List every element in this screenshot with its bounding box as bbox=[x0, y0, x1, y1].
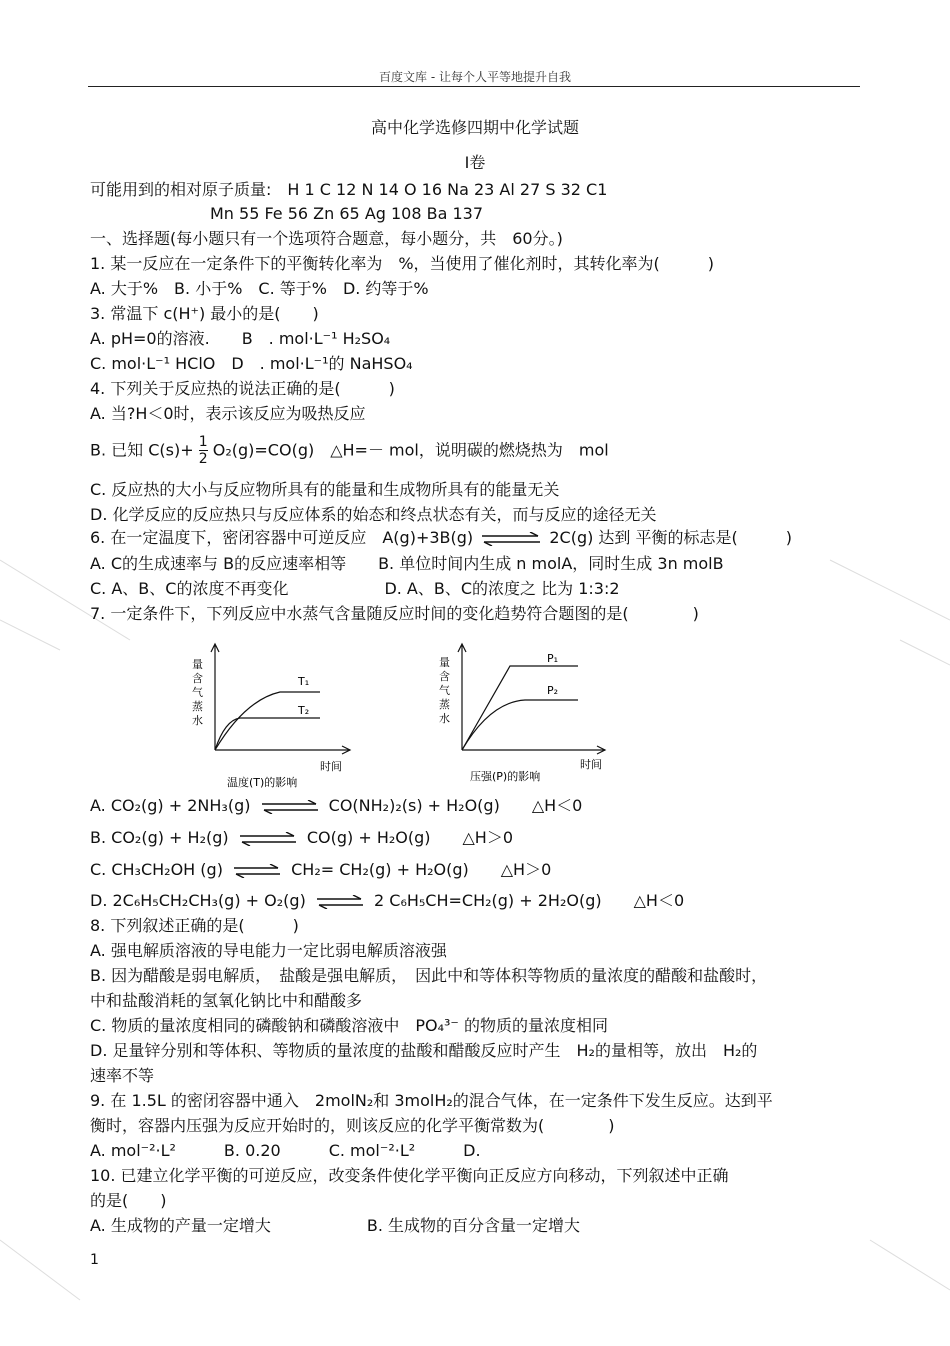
q7-a-right: CO(NH₂)₂(s) + H₂O(g) △H＜0 bbox=[328, 796, 583, 815]
page-number: 1 bbox=[90, 1252, 99, 1268]
q7-d-left: D. 2C₆H₅CH₂CH₃(g) + O₂(g) bbox=[90, 891, 306, 910]
ylabel-0: 量 bbox=[439, 656, 450, 669]
ylabel-2: 气 bbox=[192, 686, 203, 699]
q7-a-left: A. CO₂(g) + 2NH₃(g) bbox=[90, 796, 251, 815]
q6-part1: 6. 在一定温度下，密闭容器中可逆反应 A(g)+3B(g) bbox=[90, 528, 474, 547]
label-p1: P₁ bbox=[547, 652, 559, 665]
caption: 温度(T)的影响 bbox=[227, 776, 298, 789]
q7-b-right: CO(g) + H₂O(g) △H＞0 bbox=[306, 828, 514, 847]
q7-b-left: B. CO₂(g) + H₂(g) bbox=[90, 828, 229, 847]
q4-b-pre: B. 已知 C(s)+ bbox=[90, 440, 194, 460]
ylabel-4: 水 bbox=[439, 712, 450, 725]
label-p2: P₂ bbox=[547, 684, 559, 697]
q4: 4. 下列关于反应热的说法正确的是( ) bbox=[90, 379, 395, 398]
q1: 1. 某一反应在一定条件下的平衡转化率为 %，当使用了催化剂时，其转化率为( ) bbox=[90, 254, 715, 273]
label-t1: T₁ bbox=[298, 675, 310, 688]
atomic-mass-line-1: 可能用到的相对原子质量: H 1 C 12 N 14 O 16 Na 23 Al 27 S 32 C1 bbox=[90, 180, 608, 199]
fraction-denominator: 2 bbox=[198, 451, 208, 467]
graph-pressure bbox=[430, 640, 615, 790]
q7-option-a bbox=[90, 796, 582, 816]
q10: 10. 已建立化学平衡的可逆反应，改变条件使化学平衡向正反应方向移动，下列叙述中正确 bbox=[90, 1166, 729, 1185]
q4-b bbox=[90, 434, 609, 474]
section-title: I卷 bbox=[464, 153, 486, 172]
q8: 8. 下列叙述正确的是( ) bbox=[90, 916, 299, 935]
equilibrium-arrow-icon bbox=[480, 532, 542, 546]
part-heading: 一、选择题(每小题只有一个选项符合题意，每小题分，共 60分。) bbox=[90, 229, 563, 248]
q9-options: A. mol⁻²·L² B. 0.20 C. mol⁻²·L² D. bbox=[90, 1141, 481, 1160]
q8-c: C. 物质的量浓度相同的磷酸钠和磷酸溶液中 PO₄³⁻ 的物质的量浓度相同 bbox=[90, 1016, 608, 1035]
q3-cd: C. mol·L⁻¹ HClO D . mol·L⁻¹的 NaHSO₄ bbox=[90, 354, 413, 373]
equilibrium-arrow-icon bbox=[238, 832, 298, 846]
curve-p2 bbox=[462, 700, 578, 750]
fraction-numerator: 1 bbox=[198, 434, 208, 450]
q1-options: A. 大于% B. 小于% C. 等于% D. 约等于% bbox=[90, 279, 429, 298]
q9-cont: 衡时，容器内压强为反应开始时的，则该反应的化学平衡常数为( ) bbox=[90, 1116, 615, 1135]
q6-cd: C. A、B、C的浓度不再变化 D. A、B、C的浓度之 比为 1:3:2 bbox=[90, 579, 620, 598]
q7-d-right: 2 C₆H₅CH=CH₂(g) + 2H₂O(g) △H＜0 bbox=[374, 891, 685, 910]
equilibrium-arrow-icon bbox=[260, 800, 320, 814]
q7-option-d bbox=[90, 891, 684, 911]
ylabel-1: 含 bbox=[439, 670, 450, 683]
ylabel-2: 气 bbox=[439, 684, 450, 697]
q6-ab: A. C的生成速率与 B的反应速率相等 B. 单位时间内生成 n molA，同时生成 3n molB bbox=[90, 554, 724, 573]
ylabel-3: 蒸 bbox=[192, 700, 203, 713]
q10-cont: 的是( ) bbox=[90, 1191, 167, 1210]
q8-d-cont: 速率不等 bbox=[90, 1066, 155, 1085]
q7-option-b bbox=[90, 828, 513, 848]
ylabel-3: 蒸 bbox=[439, 698, 450, 711]
q8-a: A. 强电解质溶液的导电能力一定比弱电解质溶液强 bbox=[90, 941, 447, 960]
fraction bbox=[199, 434, 208, 467]
ylabel-4: 水 bbox=[192, 714, 203, 727]
xlabel: 时间 bbox=[580, 758, 602, 771]
q4-d: D. 化学反应的反应热只与反应体系的始态和终点状态有关，而与反应的途径无关 bbox=[90, 505, 657, 524]
running-header: 百度文库 - 让每个人平等地提升自我 bbox=[379, 70, 571, 84]
equilibrium-arrow-icon bbox=[315, 895, 365, 909]
xlabel: 时间 bbox=[320, 760, 342, 773]
q10-ab: A. 生成物的产量一定增大 B. 生成物的百分含量一定增大 bbox=[90, 1216, 580, 1235]
curve-t2 bbox=[215, 718, 320, 750]
q9: 9. 在 1.5L 的密闭容器中通入 2molN₂和 3molH₂的混合气体，在一定条件下发生反应。达到平 bbox=[90, 1091, 773, 1110]
graph-temperature bbox=[185, 640, 355, 795]
q8-d: D. 足量锌分别和等体积、等物质的量浓度的盐酸和醋酸反应时产生 H₂的量相等，放出 H₂的 bbox=[90, 1041, 758, 1060]
curve-t1 bbox=[215, 692, 320, 750]
q4-b-post: O₂(g)=CO(g) △H=－ mol，说明碳的燃烧热为 mol bbox=[212, 440, 609, 460]
ylabel-1: 含 bbox=[192, 672, 203, 685]
q6 bbox=[90, 528, 792, 548]
equilibrium-arrow-icon bbox=[232, 864, 282, 878]
q7-c-left: C. CH₃CH₂OH (g) bbox=[90, 860, 223, 879]
q7-c-right: CH₂= CH₂(g) + H₂O(g) △H＞0 bbox=[291, 860, 552, 879]
q7: 7. 一定条件下，下列反应中水蒸气含量随反应时间的变化趋势符合题图的是( ) bbox=[90, 604, 699, 623]
q4-c: C. 反应热的大小与反应物所具有的能量和生成物所具有的能量无关 bbox=[90, 480, 560, 499]
q3: 3. 常温下 c(H⁺) 最小的是( ) bbox=[90, 304, 319, 323]
page-title: 高中化学选修四期中化学试题 bbox=[370, 118, 579, 137]
label-t2: T₂ bbox=[298, 704, 310, 717]
q6-part2: 2C(g) 达到 平衡的标志是( ) bbox=[549, 528, 792, 547]
q8-b: B. 因为醋酸是弱电解质， 盐酸是强电解质， 因此中和等体积等物质的量浓度的醋酸和盐酸时， bbox=[90, 966, 768, 985]
q3-ab: A. pH=0的溶液. B . mol·L⁻¹ H₂SO₄ bbox=[90, 329, 391, 348]
curve-p1 bbox=[462, 666, 578, 750]
caption: 压强(P)的影响 bbox=[470, 770, 541, 783]
q7-option-c bbox=[90, 860, 551, 880]
q8-b-cont: 中和盐酸消耗的氢氧化钠比中和醋酸多 bbox=[90, 991, 363, 1010]
q4-a: A. 当?H＜0时，表示该反应为吸热反应 bbox=[90, 404, 366, 423]
atomic-mass-line-2: Mn 55 Fe 56 Zn 65 Ag 108 Ba 137 bbox=[210, 204, 484, 223]
ylabel-0: 量 bbox=[192, 658, 203, 671]
